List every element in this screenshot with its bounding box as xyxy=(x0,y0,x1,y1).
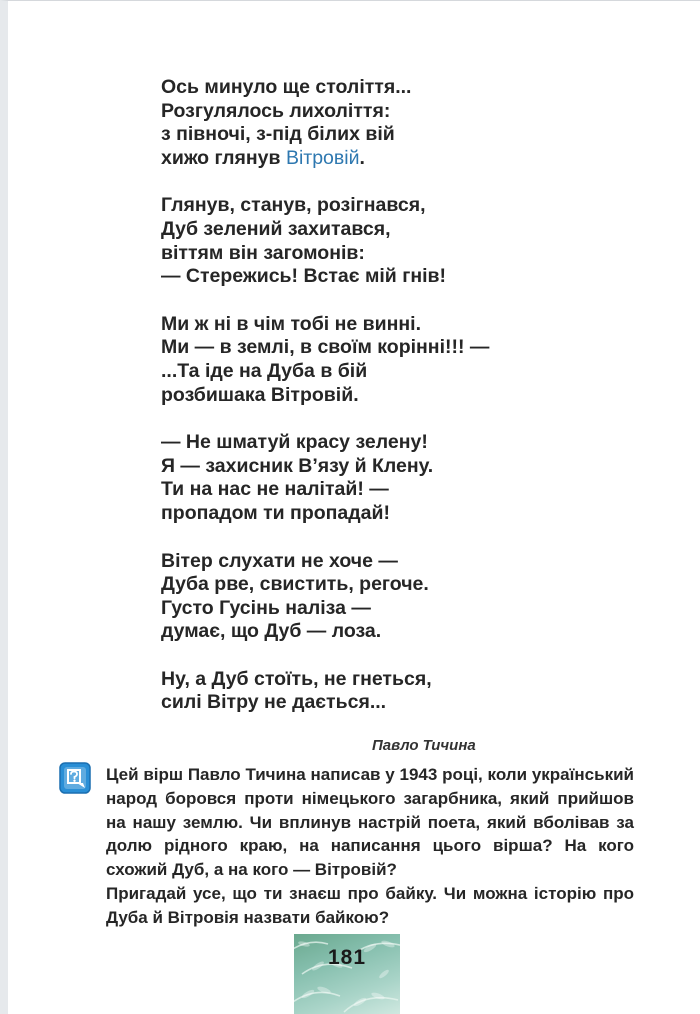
stanza-1 xyxy=(161,76,581,170)
poem-line: Розгулялось лихоліття: xyxy=(161,99,391,122)
poem-line: пропадом ти пропадай! xyxy=(161,501,390,524)
poem-line: — Стережись! Встає мій гнів! xyxy=(161,265,447,288)
task-block xyxy=(106,763,634,930)
poem-line: Ось минуло ще століття... xyxy=(161,76,412,98)
stanza-4 xyxy=(161,431,581,525)
stanza-5 xyxy=(161,550,581,644)
poem-line: з півночі, з-під білих вій xyxy=(161,123,395,146)
page-number: 181 xyxy=(327,946,367,969)
poem-line: розбишака Вітровій. xyxy=(161,383,359,406)
poem-line: силі Вітру не дається... xyxy=(161,691,387,714)
poem xyxy=(161,76,581,715)
poem-line-end: . xyxy=(359,146,365,169)
stanza-2 xyxy=(161,194,581,288)
poem-line: Ми — в землі, в своїм корінні!!! — xyxy=(161,336,490,359)
stanza-3 xyxy=(161,313,581,407)
poem-line: Вітер слухати не хоче — xyxy=(161,549,398,572)
task-paragraph-2: Пригадай усе, що ти знаєш про байку. Чи можна історію про Дуба й Вітровія назвати байкою? xyxy=(106,883,634,927)
poem-line: думає, що Дуб — лоза. xyxy=(161,620,382,643)
poem-line: Глянув, станув, розігнався, xyxy=(161,194,426,217)
poem-line-start: хижо глянув xyxy=(161,146,286,169)
question-icon xyxy=(59,762,91,794)
poem-line: Я — захисник В’язу й Клену. xyxy=(161,454,434,477)
poem-line: Густо Гусінь наліза — xyxy=(161,596,371,619)
poem-line: Дуб зелений захитався, xyxy=(161,217,391,240)
poem-line: — Не шматуй красу зелену! xyxy=(161,431,428,454)
poem-author: Павло Тичина xyxy=(372,737,476,754)
poem-line: Ми ж ні в чім тобі не винні. xyxy=(161,312,421,335)
highlighted-word: Вітровій xyxy=(285,146,360,169)
page-number-badge xyxy=(294,934,400,1014)
stanza-6 xyxy=(161,668,581,715)
poem-line-with-highlight xyxy=(161,147,581,171)
poem-line: Дуба рве, свистить, регоче. xyxy=(161,573,429,596)
task-paragraph-1: Цей вірш Павло Тичина написав у 1943 році, коли український народ боровся проти німецького загарбника, який прийшов на нашу землю. Чи вплинув настрій поета, який вболівав за долю рідного краю, на написання цього вірша? На кого схожий Дуб, а на кого — Вітровій? xyxy=(106,765,634,880)
poem-line: ...Та іде на Дуба в бій xyxy=(161,359,368,382)
poem-line: Ти на нас не налітай! — xyxy=(161,478,389,501)
poem-line: віттям він загомонів: xyxy=(161,241,365,264)
poem-line: Ну, а Дуб стоїть, не гнеться, xyxy=(161,667,432,690)
